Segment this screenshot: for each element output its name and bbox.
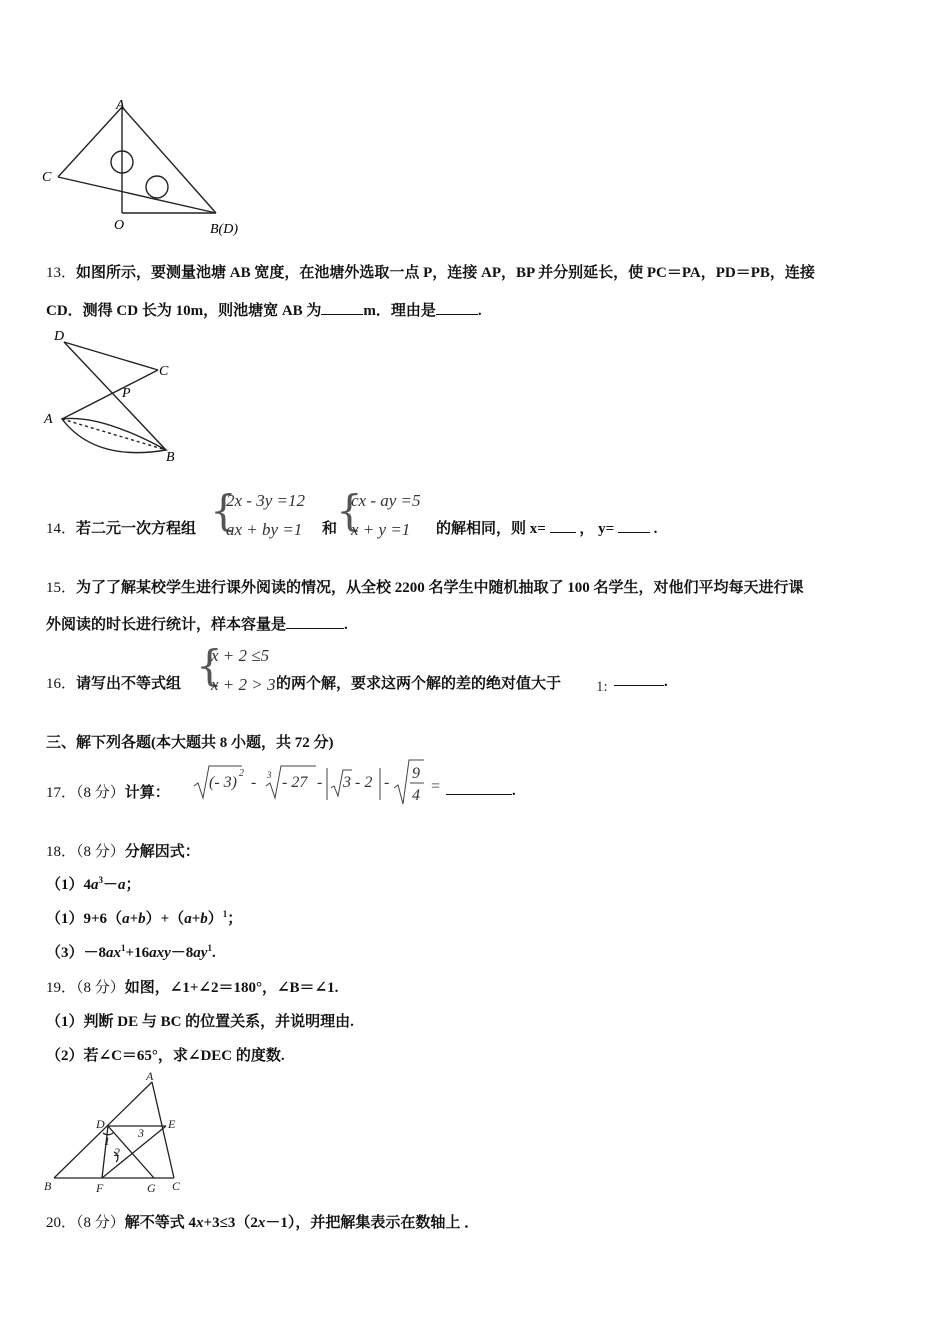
q18-1-prefix: （1）4 xyxy=(46,877,92,893)
circle-2 xyxy=(146,176,168,198)
q14-comma: ， xyxy=(579,521,595,537)
q16-text1: 请写出不等式组 xyxy=(76,676,182,692)
q19-text: 如图，∠1+∠2＝180°，∠B＝∠1. xyxy=(124,980,339,996)
q17-term-d-den: 4 xyxy=(412,787,420,804)
q16-colon: : xyxy=(603,679,608,695)
q16-blank[interactable] xyxy=(614,672,664,686)
q13-blank1[interactable] xyxy=(321,301,363,315)
q16-end-line xyxy=(614,672,668,691)
q18-1-var-a2: a xyxy=(118,877,126,893)
q13-number: 13． xyxy=(46,265,77,281)
label-d: D xyxy=(54,329,65,344)
q18-2-mid: ）+（ xyxy=(145,911,185,927)
q16-text2: 的两个解，要求这两个解的差的绝对值大于 xyxy=(276,676,562,692)
q17-end: . xyxy=(512,783,516,799)
label-f: F xyxy=(96,1181,104,1195)
q19-line xyxy=(46,976,338,997)
q18-2-var-a2: a xyxy=(184,911,192,927)
label-b: B xyxy=(44,1179,52,1193)
q17-minus-1: - xyxy=(251,774,257,791)
segment-db xyxy=(64,342,166,450)
label-c: C xyxy=(159,364,169,379)
q17-minus-2: - xyxy=(317,774,323,791)
label-b: B xyxy=(166,450,175,465)
q16-value-one: 1 xyxy=(596,679,604,695)
q14-blank-y[interactable] xyxy=(618,519,650,533)
q16-sys-eq2: x + 2 > 3 xyxy=(211,675,276,694)
q18-2-plus1: + xyxy=(129,911,139,927)
q18-label: 分解因式： xyxy=(124,844,200,860)
q20-x1: x xyxy=(196,1215,204,1231)
q15-number: 15． xyxy=(46,580,77,596)
q17-equals: = xyxy=(430,778,441,795)
angle-label-3: 3 xyxy=(138,1126,144,1140)
q18-3-sup2: 1 xyxy=(207,943,212,953)
segment-ac xyxy=(62,370,158,419)
q20-text2: +3≤3（2 xyxy=(203,1215,258,1231)
q19-score: （8 分） xyxy=(76,980,125,996)
q18-2-close: ） xyxy=(207,911,223,927)
q14-brace1: { xyxy=(210,486,237,535)
q20-number: 20． xyxy=(46,1215,77,1231)
q18-2-var-b2: b xyxy=(200,911,208,927)
q17-number: 17． xyxy=(46,785,77,801)
q18-item-3 xyxy=(46,941,216,962)
q14-tail xyxy=(436,517,657,538)
label-a: A xyxy=(146,1070,154,1083)
q20-x2: x xyxy=(257,1215,266,1231)
q13-text2a: CD．测得 CD 长为 10m，则池塘宽 AB 为 xyxy=(46,303,322,319)
q18-line xyxy=(46,840,200,861)
figure-q13 xyxy=(40,322,200,467)
q15-end: . xyxy=(344,617,348,633)
q16-number: 16． xyxy=(46,676,77,692)
q14-blank-x[interactable] xyxy=(550,519,576,533)
segment-ab xyxy=(122,107,216,213)
q17-line xyxy=(46,781,170,802)
q14-ylabel: y= xyxy=(598,521,615,537)
q19-sub2: （2）若∠C＝65°，求∠DEC 的度数. xyxy=(46,1048,285,1064)
angle-label-1: 1 xyxy=(104,1134,110,1148)
q19-number: 19． xyxy=(46,980,77,996)
q18-2-plus2: + xyxy=(191,911,201,927)
q18-3-t5: ay xyxy=(193,945,208,961)
figure-q12 xyxy=(40,95,260,240)
q14-line xyxy=(46,517,196,538)
q14-sys1-eq1: 2x - 3y =12 xyxy=(226,491,305,510)
q18-3-t1: ax xyxy=(106,945,122,961)
q17-term-b: - 27 xyxy=(282,774,308,791)
label-p: P xyxy=(122,386,131,401)
q18-3-sup1: 1 xyxy=(121,943,126,953)
q18-3-t3: axy xyxy=(149,945,171,961)
q13-text2c: . xyxy=(477,303,482,319)
q17-minus-3: - xyxy=(384,774,390,791)
q18-2-var-b: b xyxy=(138,911,146,927)
q17-term-a: (- 3) xyxy=(209,774,237,791)
q14-number: 14． xyxy=(46,521,77,537)
q18-item-2 xyxy=(46,907,242,928)
q20-text1: 解不等式 4 xyxy=(124,1215,197,1231)
q16-value xyxy=(596,679,608,696)
q18-1-end: ； xyxy=(125,877,141,893)
q14-text1: 若二元一次方程组 xyxy=(76,521,197,537)
label-o: O xyxy=(114,218,125,233)
q19-sub1: （1）判断 DE 与 BC 的位置关系，并说明理由. xyxy=(46,1014,354,1030)
q17-expression xyxy=(190,758,450,810)
q18-2-prefix: （1）9+6（ xyxy=(46,911,123,927)
q20-line xyxy=(46,1211,479,1232)
q15-text2: 外阅读的时长进行统计，样本容量是 xyxy=(46,617,287,633)
q14-sys2-eq2: x + y =1 xyxy=(351,520,411,539)
label-c: C xyxy=(42,170,52,185)
q16-brace: { xyxy=(196,641,223,690)
q13-text1: 如图所示，要测量池塘 AB 宽度，在池塘外选取一点 P，连接 AP，BP 并分别延长，使 PC＝PA，PD＝PB，连接 xyxy=(76,265,815,281)
q13-text2b: m．理由是 xyxy=(363,303,436,319)
section3-title: 三、解下列各题(本大题共 8 小题，共 72 分) xyxy=(46,735,334,751)
q18-3-prefix: （3）－8 xyxy=(46,945,107,961)
figure-q19 xyxy=(40,1070,200,1198)
q14-brace2: { xyxy=(336,486,363,535)
q14-sys2-eq1: cx - ay =5 xyxy=(351,491,421,510)
q18-2-end: ； xyxy=(227,911,243,927)
q17-term-d-num: 9 xyxy=(412,765,420,782)
q14-sys1-eq2: ax + by =1 xyxy=(226,520,303,539)
q17-score: （8 分） xyxy=(76,785,125,801)
q18-3-t4: －8 xyxy=(170,945,194,961)
q13-line2 xyxy=(46,299,482,320)
label-g: G xyxy=(147,1181,156,1195)
q20-text3: －1），并把解集表示在数轴上 ． xyxy=(265,1215,480,1231)
label-d: D xyxy=(96,1117,105,1131)
label-e: E xyxy=(168,1117,176,1131)
q18-number: 18． xyxy=(46,844,77,860)
q16-end: . xyxy=(664,674,668,690)
q15-blank[interactable] xyxy=(286,615,344,629)
q17-cbrt-index: 3 xyxy=(267,770,272,780)
q18-1-var-a: a xyxy=(91,877,99,893)
q18-1-minus: － xyxy=(103,877,119,893)
q14-end: . xyxy=(653,521,658,537)
q17-end-line xyxy=(446,781,516,800)
label-bd: B(D) xyxy=(210,222,238,237)
q18-3-t2: +16 xyxy=(125,945,150,961)
q15-line2 xyxy=(46,613,348,634)
pond-outline xyxy=(62,418,166,452)
q17-label: 计算： xyxy=(124,785,170,801)
q18-3-end: . xyxy=(211,945,216,961)
q18-2-sup: 1 xyxy=(222,909,228,919)
label-a: A xyxy=(116,98,125,113)
q16-line xyxy=(46,672,181,693)
q17-term-a-exp: 2 xyxy=(239,768,244,779)
q18-1-sup: 3 xyxy=(98,875,104,885)
q20-score: （8 分） xyxy=(76,1215,125,1231)
q17-term-c: 3 - 2 xyxy=(343,774,373,791)
q15-text1: 为了了解某校学生进行课外阅读的情况，从全校 2200 名学生中随机抽取了 100 名学生，对他们平均每天进行课 xyxy=(76,580,804,596)
q18-score: （8 分） xyxy=(76,844,125,860)
label-c: C xyxy=(172,1179,181,1193)
q13-blank2[interactable] xyxy=(436,301,478,315)
label-a: A xyxy=(44,412,53,427)
q13-line1 xyxy=(46,261,815,282)
q18-2-var-a: a xyxy=(122,911,130,927)
angle-label-2: 2 xyxy=(114,1145,120,1159)
segment-cb xyxy=(58,177,216,213)
q16-sys-eq1: x + 2 ≤5 xyxy=(211,646,270,665)
q17-blank[interactable] xyxy=(446,781,512,795)
q15-line1 xyxy=(46,576,804,597)
q14-text2: 的解相同，则 x= xyxy=(436,521,546,537)
q18-item-1 xyxy=(46,873,141,894)
q14-and: 和 xyxy=(322,521,338,537)
q16-tail xyxy=(276,672,561,693)
